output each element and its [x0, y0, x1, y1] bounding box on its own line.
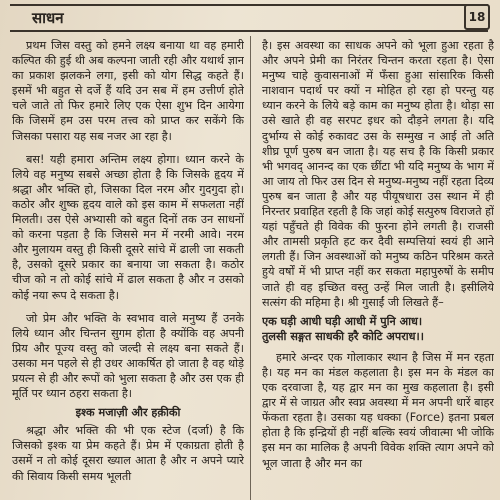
- verse-line-1: एक घड़ी आधी घड़ी आधी में पुनि आध।: [262, 314, 423, 328]
- verse-quote: [262, 314, 494, 344]
- paragraph: है। इस अवस्था का साधक अपने को भूला हुआ रहता है और अपने प्रेमी का निरंतर चिन्तन करता रहता है। ऐसा मनुष्य चाहे कुवासनाओं में फँसा हुआ सांसारिक किसी नाशवान पदार्थ पर क्यों न मोहित हो रहा हो परन्तु यह ध्यान करने के लिये बड़े काम का मनुष्य होता है। थोड़ा सा उसे खाते ही वह सरपट इधर को दौड़ने लगता है। यदि दुर्भाग्य से कोई रुकावट उस के सम्मुख न आई तो अति शीघ्र पूर्ण पुरुष बन जाता है। यह सच है कि किसी प्रकार भी भगवद् आनन्द का एक छींटा भी यदि मनुष्य के भाग में आ जाय तो फिर उस दिन से मनुष्य-मनुष्य नहीं रहता दिव्य पुरुष बन जाता है और यह पीयूषधारा उस स्थान में ही निरन्तर प्रवाहित रहती है कि जहां कोई सत्पुरुष विराजते हों यहां पहुँचते ही विवेक की फुरना होने लगती है। राजसी और तामसी प्रकृति हट कर दैवी सम्पत्तियां स्वयं ही आने लगती हैं। जिन अवस्थाओं को मनुष्य कठिन परिश्रम करते हुये वर्षों में भी प्राप्त नहीं कर सकता महापुरुषों के समीप जाते ही वह इच्छित वस्तु उन्हें मिल जाती है। इसीलिये सत्संग की महिमा है। श्री गुसाईं जी लिखते हैं–: [262, 39, 494, 309]
- paragraph: श्रद्धा और भक्ति की भी एक स्टेज (दर्जा) है कि जिसको इश्क या प्रेम कहते हैं। प्रेम में एकाग्रता होती है उसमें न तो कोई दूसरा ख्याल आता है और न अपने प्यारे की सिवाय किसी समय भूलती: [12, 424, 244, 483]
- column-divider: [250, 36, 251, 500]
- left-column: [12, 38, 244, 498]
- verse-line-2: तुलसी सङ्गत साधकी हरै कोटि अपराध।।: [262, 329, 425, 343]
- paragraph: हमारे अन्दर एक गोलाकार स्थान है जिस में मन रहता है। यह मन का मंडल कहलाता है। इस मन के मंडल का एक दरवाजा है, यह द्वार मन का मुख कहलाता है। इसी द्वार में से जाग्रत और स्वप्न अवस्था में मन अपनी धारें बाहर फेंकता रहता है। उसका यह धक्का (Force) इतना प्रबल होता है कि इन्द्रियों ही नहीं बल्कि स्वयं जीवात्मा भी जोकि इस मन का मालिक है अपनी विवेक शक्ति त्याग अपने को भूल जाता है और मन का: [262, 350, 494, 470]
- section-heading: इश्क मजाज़ी और हक़ीकी: [75, 406, 181, 420]
- right-column: [262, 38, 494, 498]
- page-header: [10, 4, 488, 32]
- page-number-badge: 18: [464, 4, 490, 30]
- section-title: साधन: [32, 9, 64, 27]
- paragraph: बस! यही हमारा अन्तिम लक्ष्य होगा। ध्यान करने के लिये वह मनुष्य सबसे अच्छा होता है कि जिसके हृदय में श्रद्धा और भक्ति हो, जिसका दिल नरम और गुदगुदा हो। कठोर और शुष्क हृदय वाले को इस काम में सफलता नहीं मिलती। उस ऐसे अभ्यासी को बहुत दिनों तक उन साधनों को करना पड़ता है कि जिससे मन में नरमी आवे। नरम और मुलायम वस्तु ही किसी दूसरे सांचे में ढाली जा सकती है, उसको दूसरे प्रकार का बनाया जा सकता है। कठोर चीज को न तो कोई सांचे में ढाल सकता है और न उसको कोई नया रूप दे सकता है।: [12, 152, 244, 302]
- paragraph: जो प्रेम और भक्ति के स्वभाव वाले मनुष्य हैं उनके लिये ध्यान और चिन्तन सुगम होता है क्योंकि वह अपनी प्रिय और पूज्य वस्तु को जल्दी से लक्ष्य बना सकते हैं। उसका मन पहले से ही उधर आकर्षित हो जाता है वह थोड़े प्रयत्न से ही और रूपों को भुला सकता है और उस एक ही मूर्ति पर ध्यान ठहरा सकता है।: [12, 311, 244, 401]
- paragraph: प्रथम जिस वस्तु को हमने लक्ष्य बनाया था वह हमारी कल्पित की हुई थी अब कल्पना जाती रही और यथार्थ ज्ञान का प्रकाश झलकने लगा, इसी को योग सिद्ध कहते हैं। इसमें भी बहुत से दर्जे हैं यदि उन सब में हम उत्तीर्ण होते चले जाते तो फिर हमारे लिए एक ऐसा शुभ दिन आयेगा कि जिसमें हम उस परम तत्त्व को प्राप्त कर सकेंगे कि जिसका पसारा यह सब नजर आ रहा है।: [12, 39, 244, 143]
